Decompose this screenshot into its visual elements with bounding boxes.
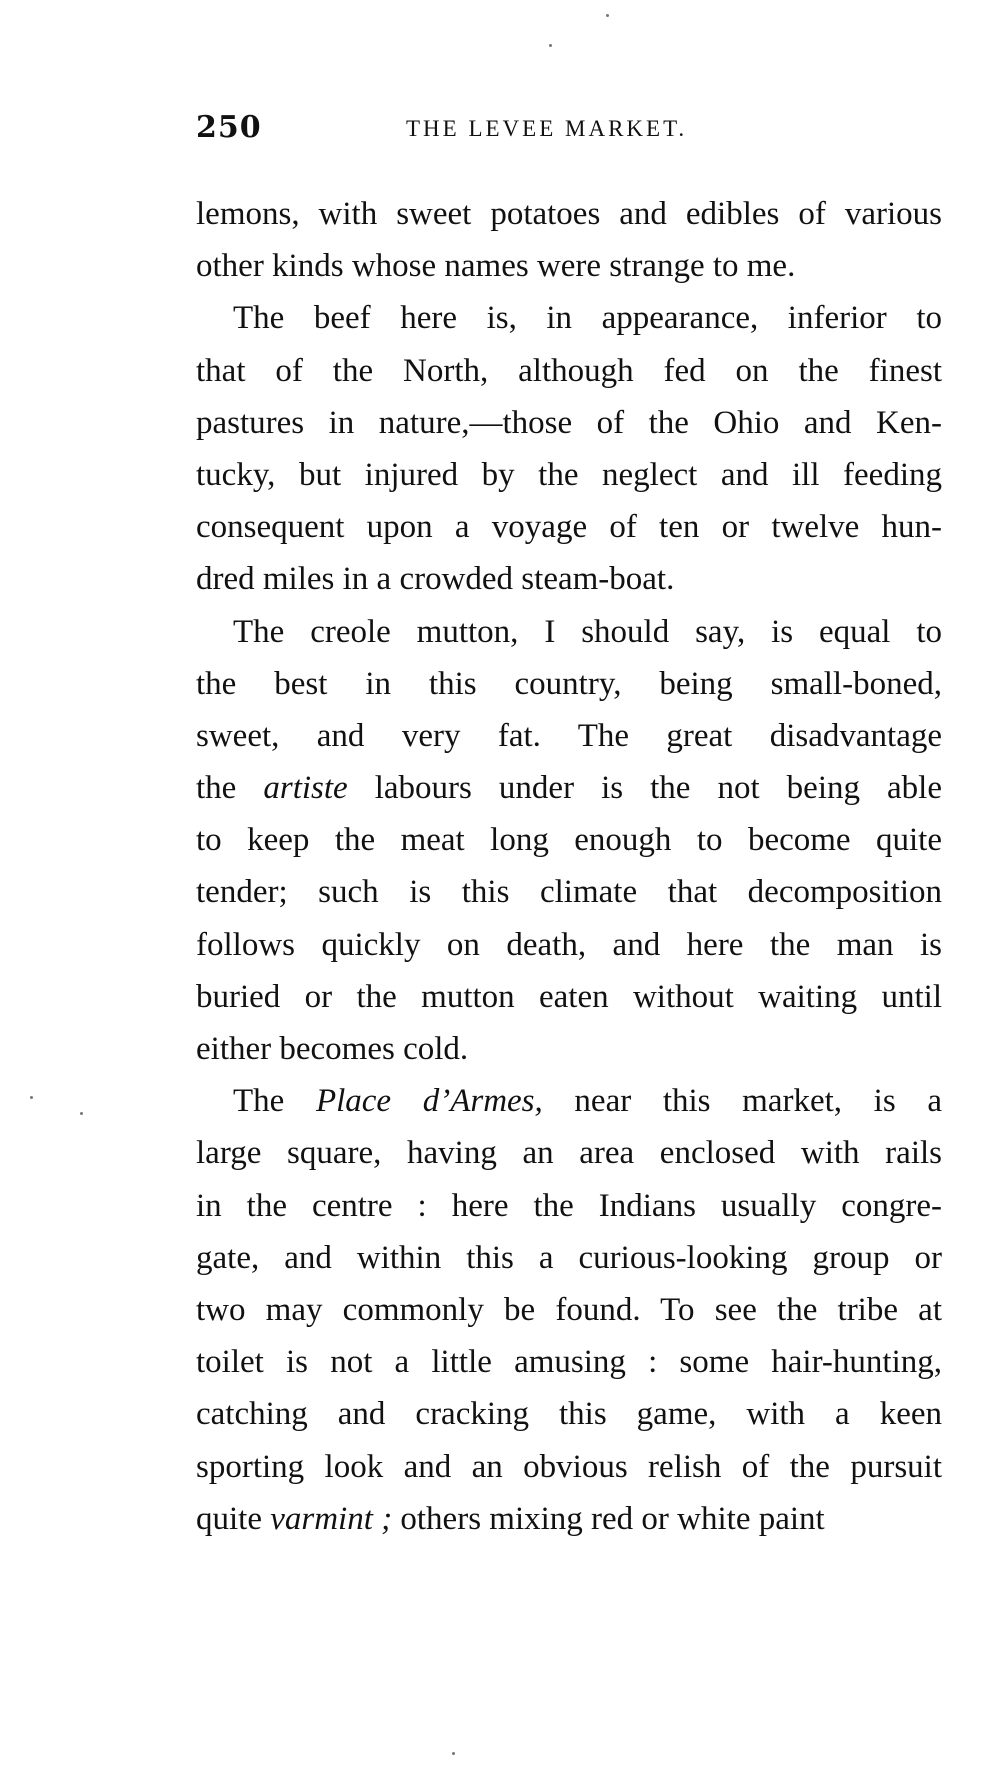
text-line [196, 1023, 942, 1075]
text-segment: The [233, 1083, 316, 1120]
text-line [196, 710, 942, 762]
text-line [196, 762, 942, 814]
text-line [196, 449, 942, 501]
text-segment: consequent upon a voyage of ten or twelve hun- [196, 509, 942, 546]
text-line [196, 345, 942, 397]
text-segment: two may commonly be found. To see the tribe at [196, 1291, 942, 1328]
page-number: 250 [196, 110, 262, 145]
paragraph [196, 1075, 942, 1545]
paragraph [196, 188, 942, 292]
text-segment: labours under is the not being able [347, 770, 942, 807]
text-segment: tucky, but injured by the neglect and ill feeding [196, 456, 942, 493]
text-segment: The beef here is, in appearance, inferior to [233, 300, 942, 337]
text-line [196, 971, 942, 1023]
text-line [196, 1441, 942, 1493]
text-segment: that of the North, although fed on the finest [196, 352, 942, 389]
text-segment: catching and cracking this game, with a keen [196, 1396, 942, 1433]
scan-speck [80, 1112, 83, 1115]
text-segment: follows quickly on death, and here the man is [196, 926, 942, 963]
running-head: THE LEVEE MARKET. [406, 116, 688, 141]
body-text [196, 188, 942, 1545]
paragraph [196, 606, 942, 1076]
text-line [196, 919, 942, 971]
text-segment: near this market, is a [542, 1083, 942, 1120]
text-segment: tender; such is this climate that decomposition [196, 874, 942, 911]
text-segment: dred miles in a crowded steam-boat. [196, 561, 675, 598]
text-segment: quite [196, 1500, 271, 1537]
text-segment: in the centre : here the Indians usually congre- [196, 1187, 942, 1224]
text-line [196, 1180, 942, 1232]
text-segment: the best in this country, being small-boned, [196, 665, 942, 702]
scan-speck [549, 44, 552, 47]
text-segment: large square, having an area enclosed with rails [196, 1135, 942, 1172]
text-line [196, 1284, 942, 1336]
text-line [196, 658, 942, 710]
scan-speck [606, 14, 609, 17]
scan-speck [30, 1096, 33, 1099]
scan-speck [452, 1752, 455, 1755]
text-line [196, 1127, 942, 1179]
text-segment: sporting look and an obvious relish of the pursuit [196, 1448, 942, 1485]
text-line [196, 292, 942, 344]
text-line [196, 1493, 942, 1545]
text-line [196, 1388, 942, 1440]
text-segment: buried or the mutton eaten without waiting until [196, 978, 942, 1015]
text-segment: The creole mutton, I should say, is equal to [233, 613, 942, 650]
text-segment: toilet is not a little amusing : some hair-hunting, [196, 1344, 942, 1381]
text-segment: to keep the meat long enough to become quite [196, 822, 942, 859]
paragraph [196, 292, 942, 605]
text-line [196, 606, 942, 658]
text-line [196, 501, 942, 553]
text-segment: either becomes cold. [196, 1031, 469, 1067]
text-line [196, 240, 942, 292]
italic-text: Place d’Armes, [315, 1083, 543, 1120]
text-segment: other kinds whose names were strange to me. [196, 248, 796, 285]
text-line [196, 1336, 942, 1388]
text-line [196, 1075, 942, 1127]
text-segment: the [196, 770, 264, 807]
text-line [196, 397, 942, 449]
text-segment: sweet, and very fat. The great disadvantage [196, 717, 942, 754]
text-line [196, 866, 942, 918]
text-line [196, 814, 942, 866]
text-line [196, 188, 942, 240]
italic-text: artiste [263, 770, 348, 807]
text-segment: gate, and within this a curious-looking group or [196, 1239, 942, 1276]
italic-text: varmint ; [270, 1500, 393, 1537]
page-header [196, 110, 942, 152]
text-segment: lemons, with sweet potatoes and edibles of various [196, 196, 942, 232]
text-line [196, 553, 942, 605]
text-line [196, 1232, 942, 1284]
text-segment: others mixing red or white paint [392, 1500, 825, 1537]
text-segment: pastures in nature,—those of the Ohio and Ken- [196, 404, 942, 441]
